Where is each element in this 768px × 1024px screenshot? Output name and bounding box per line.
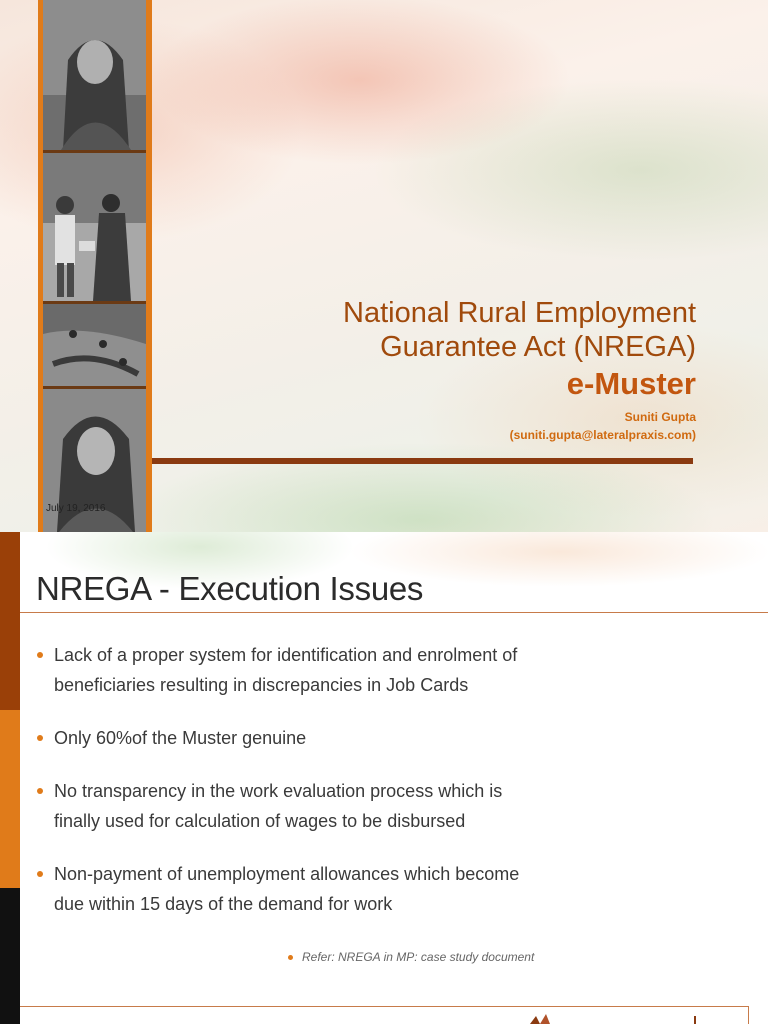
title-line-1: National Rural Employment [343, 297, 696, 329]
subtitle: e-Muster [566, 366, 696, 401]
author-email: (suniti.gupta@lateralpraxis.com) [509, 428, 696, 442]
list-item [36, 776, 536, 836]
bullet-text: Only 60%of the Muster genuine [54, 728, 307, 748]
worksite-digging-photo [43, 304, 146, 386]
title-underline [20, 612, 768, 613]
title-divider [152, 458, 693, 464]
sidebar-band-rust [0, 532, 20, 710]
bullet-text: Lack of a proper system for identification and enrolment of beneficiaries resulting in discrepancies in Job Cards [54, 645, 518, 695]
bullet-dot-icon [37, 652, 43, 658]
woman-portrait-photo [43, 0, 146, 150]
footer-rule-corner [748, 1006, 749, 1024]
content-slide [0, 532, 768, 1024]
author-name: Suniti Gupta [624, 410, 696, 424]
footer-mark [694, 1016, 696, 1024]
photo-strip [38, 0, 152, 532]
bullet-dot-icon [288, 955, 293, 960]
sidebar-band-black [0, 888, 20, 1024]
list-item [36, 723, 536, 753]
list-item [36, 640, 536, 700]
slide-sidebar [0, 532, 20, 1024]
title-line-2: Guarantee Act (NREGA) [380, 331, 696, 363]
reference-note [288, 950, 534, 964]
bullet-text: No transparency in the work evaluation process which is finally used for calculation of wages to be disbursed [54, 781, 503, 831]
bullet-dot-icon [37, 788, 43, 794]
bullet-list [36, 640, 536, 942]
workers-exchange-photo [43, 153, 146, 301]
sidebar-band-orange [0, 710, 20, 888]
bullet-text: Non-payment of unemployment allowances which become due within 15 days of the demand for work [54, 864, 520, 914]
bullet-dot-icon [37, 735, 43, 741]
footer-rule [20, 1006, 748, 1007]
title-block [343, 296, 696, 444]
logo-mark-icon [528, 1014, 558, 1024]
strip-frame-right [146, 0, 152, 532]
slide-title: NREGA - Execution Issues [36, 570, 424, 607]
reference-text: Refer: NREGA in MP: case study document [302, 950, 535, 964]
list-item [36, 859, 536, 919]
presentation-date: July 19, 2016 [46, 503, 106, 514]
bullet-dot-icon [37, 871, 43, 877]
